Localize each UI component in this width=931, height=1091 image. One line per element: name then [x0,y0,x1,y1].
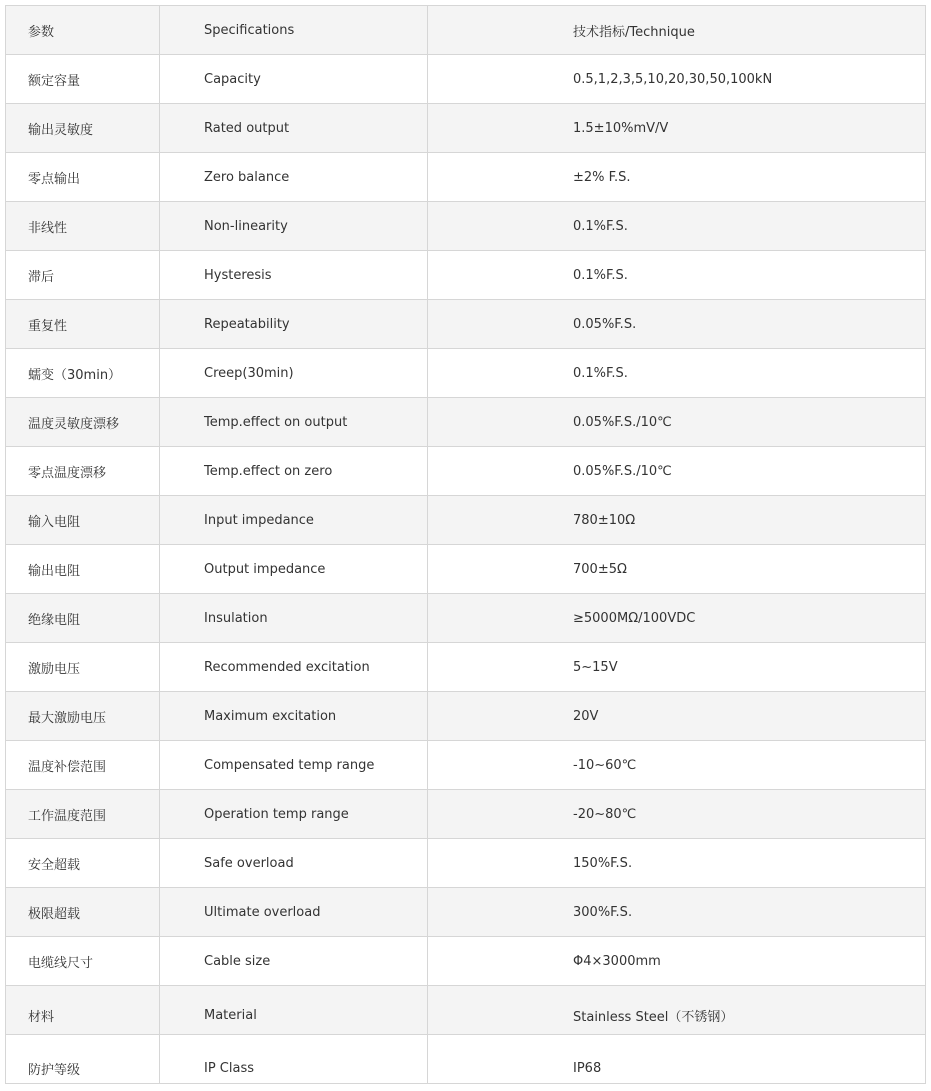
table-row [6,447,926,496]
row-value-cell [428,839,926,888]
row-cn-cell [6,790,160,839]
row-en: Ultimate overload [204,904,321,920]
row-en: Repeatability [204,316,290,332]
row-cn-cell [6,986,160,1035]
row-en-cell [160,104,428,153]
row-en-cell [160,55,428,104]
row-value: 0.05%F.S./10℃ [573,463,672,479]
row-en-cell [160,202,428,251]
row-en: IP Class [204,1060,255,1076]
row-value: 0.05%F.S./10℃ [573,414,672,430]
row-cn: 安全超载 [28,857,81,873]
row-value-cell [428,202,926,251]
row-en: Material [204,1007,257,1023]
row-value: 700±5Ω [573,561,627,577]
row-value: 780±10Ω [573,512,636,528]
row-en: Non-linearity [204,218,288,234]
row-value-cell [428,398,926,447]
row-cn-cell [6,643,160,692]
table-row [6,986,926,1035]
header-spec: Specifications [204,22,295,38]
row-en: Zero balance [204,169,290,185]
row-cn: 绝缘电阻 [28,612,81,628]
row-cn-cell [6,398,160,447]
row-value: -20~80℃ [573,806,637,822]
row-en-cell [160,594,428,643]
table-header-row [6,6,926,55]
row-value: IP68 [573,1060,602,1076]
row-value-cell [428,55,926,104]
row-en: Cable size [204,953,271,969]
table-row [6,839,926,888]
row-cn-cell [6,594,160,643]
row-en-cell [160,692,428,741]
table-row [6,594,926,643]
row-en-cell [160,447,428,496]
row-value: 0.5,1,2,3,5,10,20,30,50,100kN [573,71,773,87]
row-cn: 重复性 [28,318,68,334]
row-en-cell [160,300,428,349]
row-en: Hysteresis [204,267,272,283]
row-value-cell [428,153,926,202]
table-row [6,937,926,986]
row-value-cell [428,937,926,986]
table-row [6,545,926,594]
row-value: 20V [573,708,599,724]
row-en-cell [160,496,428,545]
row-cn: 非线性 [28,220,68,236]
row-value-cell [428,300,926,349]
row-en-cell [160,839,428,888]
table-row [6,251,926,300]
row-en-cell [160,349,428,398]
row-cn-cell [6,741,160,790]
row-value-cell [428,643,926,692]
row-cn: 温度灵敏度漂移 [28,416,120,432]
row-value: ≥5000MΩ/100VDC [573,610,696,626]
table-row [6,153,926,202]
row-value-cell [428,692,926,741]
row-en: Operation temp range [204,806,349,822]
row-en: Recommended excitation [204,659,370,675]
header-param-cell [6,6,160,55]
row-value-cell [428,545,926,594]
row-cn-cell [6,839,160,888]
row-value: ±2% F.S. [573,169,631,185]
row-value: 0.1%F.S. [573,267,628,283]
row-value: 1.5±10%mV/V [573,120,669,136]
row-en: Temp.effect on zero [204,463,333,479]
row-en-cell [160,888,428,937]
row-cn-cell [6,104,160,153]
row-en-cell [160,790,428,839]
row-en-cell [160,251,428,300]
row-cn: 最大激励电压 [28,710,107,726]
row-value-cell [428,496,926,545]
row-cn-cell [6,251,160,300]
row-en-cell [160,986,428,1035]
row-value-cell [428,447,926,496]
header-technique-cell [428,6,926,55]
row-en: Output impedance [204,561,326,577]
row-cn-cell [6,349,160,398]
row-en: Insulation [204,610,268,626]
row-cn: 激励电压 [28,661,81,677]
row-cn: 防护等级 [28,1062,81,1078]
table-row [6,398,926,447]
row-cn-cell [6,300,160,349]
row-en-cell [160,741,428,790]
row-cn-cell [6,153,160,202]
row-cn: 电缆线尺寸 [28,955,94,971]
row-value: Stainless Steel（不锈钢） [573,1009,734,1025]
table-row [6,1035,926,1084]
table-row [6,202,926,251]
row-value-cell [428,251,926,300]
row-cn-cell [6,55,160,104]
row-en: Input impedance [204,512,314,528]
row-en: Capacity [204,71,261,87]
row-en: Safe overload [204,855,294,871]
table-row [6,104,926,153]
row-value-cell [428,790,926,839]
row-value: 150%F.S. [573,855,633,871]
row-cn-cell [6,202,160,251]
row-en: Maximum excitation [204,708,337,724]
spec-table-body [6,6,926,1084]
row-value: 0.1%F.S. [573,218,628,234]
row-cn: 零点输出 [28,171,81,187]
row-value: 0.05%F.S. [573,316,637,332]
row-cn-cell [6,692,160,741]
table-row [6,888,926,937]
row-en: Rated output [204,120,290,136]
row-en-cell [160,545,428,594]
row-value-cell [428,888,926,937]
table-row [6,790,926,839]
table-row [6,496,926,545]
row-cn-cell [6,1035,160,1084]
row-value: 5~15V [573,659,618,675]
row-cn-cell [6,496,160,545]
row-cn: 零点温度漂移 [28,465,107,481]
row-value-cell [428,986,926,1035]
row-en: Compensated temp range [204,757,375,773]
row-en-cell [160,643,428,692]
header-spec-cell [160,6,428,55]
row-en: Creep(30min) [204,365,294,381]
row-cn: 极限超载 [28,906,81,922]
row-cn-cell [6,447,160,496]
row-cn: 额定容量 [28,73,81,89]
row-value: Φ4×3000mm [573,953,661,969]
row-cn: 输出电阻 [28,563,81,579]
table-row [6,300,926,349]
row-value: 300%F.S. [573,904,633,920]
row-cn-cell [6,937,160,986]
row-value-cell [428,349,926,398]
row-value-cell [428,104,926,153]
table-row [6,741,926,790]
row-cn: 温度补偿范围 [28,759,107,775]
row-cn: 输入电阻 [28,514,81,530]
row-en-cell [160,937,428,986]
row-value-cell [428,741,926,790]
row-cn-cell [6,545,160,594]
row-en-cell [160,398,428,447]
row-cn: 滞后 [28,269,55,285]
row-value: 0.1%F.S. [573,365,628,381]
table-row [6,349,926,398]
row-value-cell [428,1035,926,1084]
row-cn: 输出灵敏度 [28,122,94,138]
row-cn: 蠕变（30min） [28,367,122,383]
table-row [6,55,926,104]
row-en: Temp.effect on output [204,414,348,430]
row-en-cell [160,153,428,202]
spec-table [5,5,926,1084]
table-row [6,692,926,741]
header-technique: 技术指标/Technique [573,24,695,40]
row-en-cell [160,1035,428,1084]
header-param: 参数 [28,24,55,40]
row-value-cell [428,594,926,643]
table-row [6,643,926,692]
row-value: -10~60℃ [573,757,637,773]
row-cn-cell [6,888,160,937]
row-cn: 工作温度范围 [28,808,107,824]
row-cn: 材料 [28,1009,55,1025]
